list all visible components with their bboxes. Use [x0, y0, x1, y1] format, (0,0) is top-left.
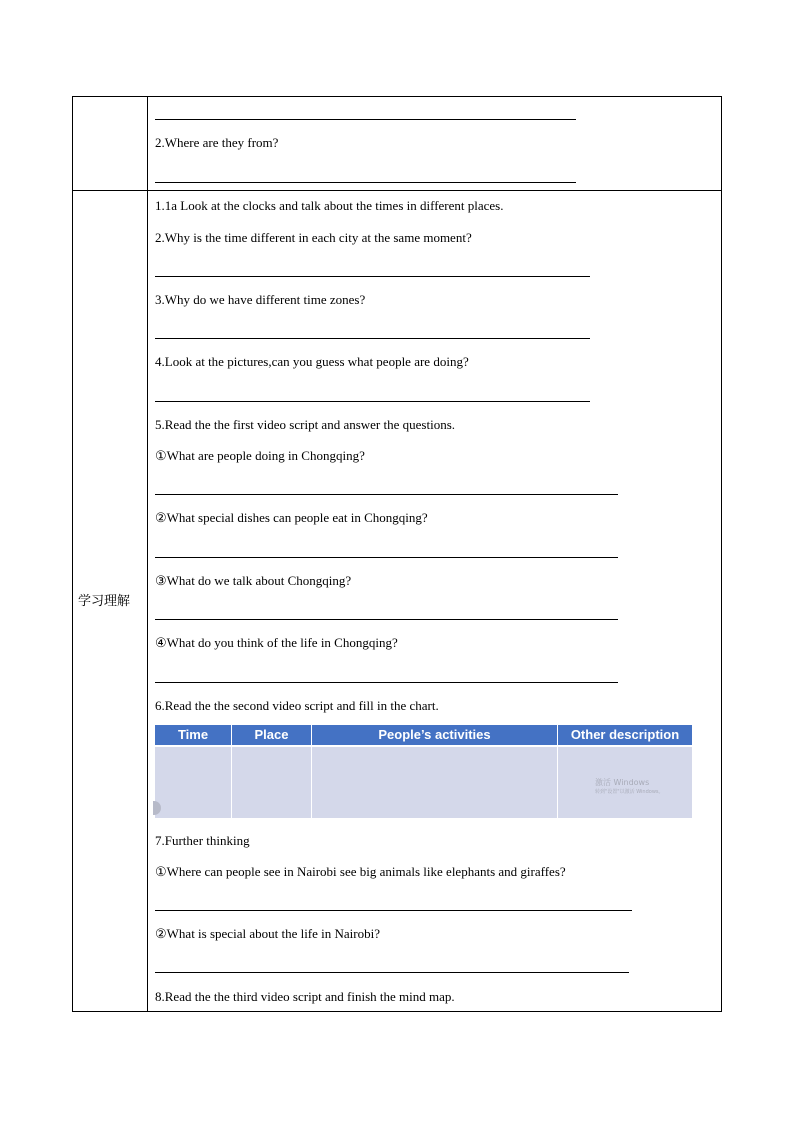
- question-5b: ②What special dishes can people eat in Chongqing?: [155, 510, 428, 525]
- question-5a: ①What are people doing in Chongqing?: [155, 448, 365, 463]
- column-divider: [147, 96, 148, 1012]
- question-5c: ③What do we talk about Chongqing?: [155, 573, 352, 588]
- question-7b: ②What is special about the life in Nairobi?: [155, 926, 380, 941]
- watermark-title: 激活 Windows: [595, 778, 650, 787]
- answer-line: [155, 910, 632, 911]
- section-label: 学习理解: [78, 594, 131, 609]
- answer-line: [155, 972, 629, 973]
- chart-header-place: Place: [254, 727, 289, 742]
- answer-line: [155, 401, 590, 402]
- chart-column-separator: [231, 725, 232, 818]
- question-5d: ④What do you think of the life in Chongqing?: [155, 635, 398, 650]
- row-divider: [72, 190, 722, 191]
- answer-line: [155, 682, 618, 683]
- question-5: 5.Read the the first video script and answer the questions.: [155, 417, 456, 432]
- chart-column-separator: [311, 725, 312, 818]
- question-8: 8.Read the the third video script and finish the mind map.: [155, 989, 455, 1004]
- answer-line: [155, 619, 618, 620]
- chart-header: [155, 725, 692, 745]
- question-2: 2.Why is the time different in each city at the same moment?: [155, 230, 472, 245]
- chart-header-other: Other description: [570, 727, 680, 742]
- question-3: 3.Why do we have different time zones?: [155, 292, 366, 307]
- watermark-subtitle: 转到"设置"以激活 Windows。: [595, 789, 664, 795]
- answer-line: [155, 338, 590, 339]
- chart-column-separator: [557, 725, 558, 818]
- question-6: 6.Read the the second video script and fill in the chart.: [155, 698, 439, 713]
- answer-line: [155, 276, 590, 277]
- question-1: 1.1a Look at the clocks and talk about the times in different places.: [155, 198, 504, 213]
- answer-line: [155, 557, 618, 558]
- answer-line: [155, 494, 618, 495]
- answer-line: [155, 182, 576, 183]
- question-7: 7.Further thinking: [155, 833, 250, 848]
- question-where-from: 2.Where are they from?: [155, 135, 279, 150]
- chart-header-time: Time: [177, 727, 209, 742]
- chart-header-activities: People’s activities: [378, 727, 491, 742]
- answer-line: [155, 119, 576, 120]
- question-7a: ①Where can people see in Nairobi see big animals like elephants and giraffes?: [155, 864, 566, 879]
- question-4: 4.Look at the pictures,can you guess what people are doing?: [155, 354, 469, 369]
